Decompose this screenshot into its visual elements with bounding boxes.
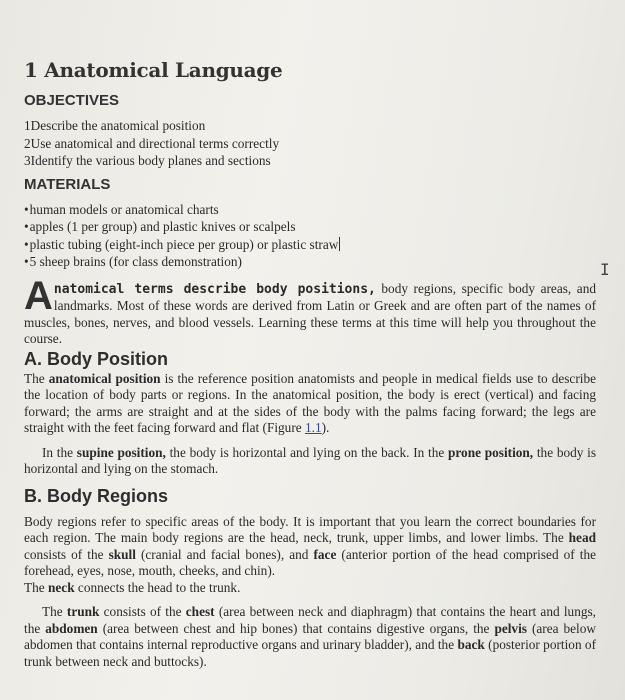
objectives-heading: OBJECTIVES [24,92,120,109]
objective-item: 3Identify the various body planes and sections [24,153,271,168]
bullet-icon: • [24,236,29,252]
materials-list [24,201,596,271]
objective-item: 1Describe the anatomical position [24,118,206,133]
materials-heading: MATERIALS [24,175,111,193]
material-item: •apples (1 per group) and plastic knives or scalpels [24,219,296,234]
intro-paragraph: Anatomical terms describe body positions, body regions, specific body areas, and landmarks. Most of these words are derived from Latin or Greek and are often part of the names of muscles, bones, nerves, and blood vessels. Learning these terms at this time will help you throughout the course. [24,273,596,346]
text-cursor [339,237,340,251]
material-item: •human models or anatomical charts [24,201,219,217]
chapter-title: 1 Anatomical Language [24,58,283,82]
trunk-paragraph: The trunk consists of the chest (area between neck and diaphragm) that contains the heart and lungs, the abdomen (area between chest and hip bones) that contains digestive organs, the pelvis (area below abdomen that contains internal reproductive organs and urinary bladder), and the back (posterior portion of trunk between neck and buttocks). [24,604,597,669]
objective-item: 2Use anatomical and directional terms correctly [24,135,280,151]
section-b-heading: B. Body Regions [24,485,169,506]
figure-link[interactable]: 1.1 [304,420,322,435]
bullet-icon: • [24,219,29,234]
drop-cap: A [24,273,53,318]
material-item: •5 sheep brains (for class demonstration) [24,254,242,269]
bullet-icon: • [24,201,29,217]
body-regions-paragraph: Body regions refer to specific areas of the body. It is important that you learn the correct boundaries for each region. The main body regions are the head, neck, trunk, upper limbs, and lower limbs. The head consists of the skull (cranial and facial bones), and face (anterior portion of the head comprised of the forehead, eyes, nose, mouth, cheeks, and chin). The neck connects the head to the trunk. [24,513,596,595]
anatomical-position-paragraph: The anatomical position is the reference position anatomists and people in medical fields use to describe the location of body parts or regions. In the anatomical position, the body is erect (vertical) and facing forward; the arms are straight and at the sides of the body with the palms facing forward; the legs are straight with the feet facing forward and flat (Figure 1.1). [24,370,596,435]
objectives-list [24,117,596,170]
ibeam-cursor-icon: I [600,260,610,279]
page-content [24,58,596,670]
supine-prone-paragraph: In the supine position, the body is horizontal and lying on the back. In the prone position, the body is horizontal and lying on the stomach. [24,444,597,476]
material-item: •plastic tubing (eight-inch piece per group) or plastic straw [24,236,339,252]
bullet-icon: • [24,254,29,269]
section-a-heading: A. Body Position [24,348,168,369]
